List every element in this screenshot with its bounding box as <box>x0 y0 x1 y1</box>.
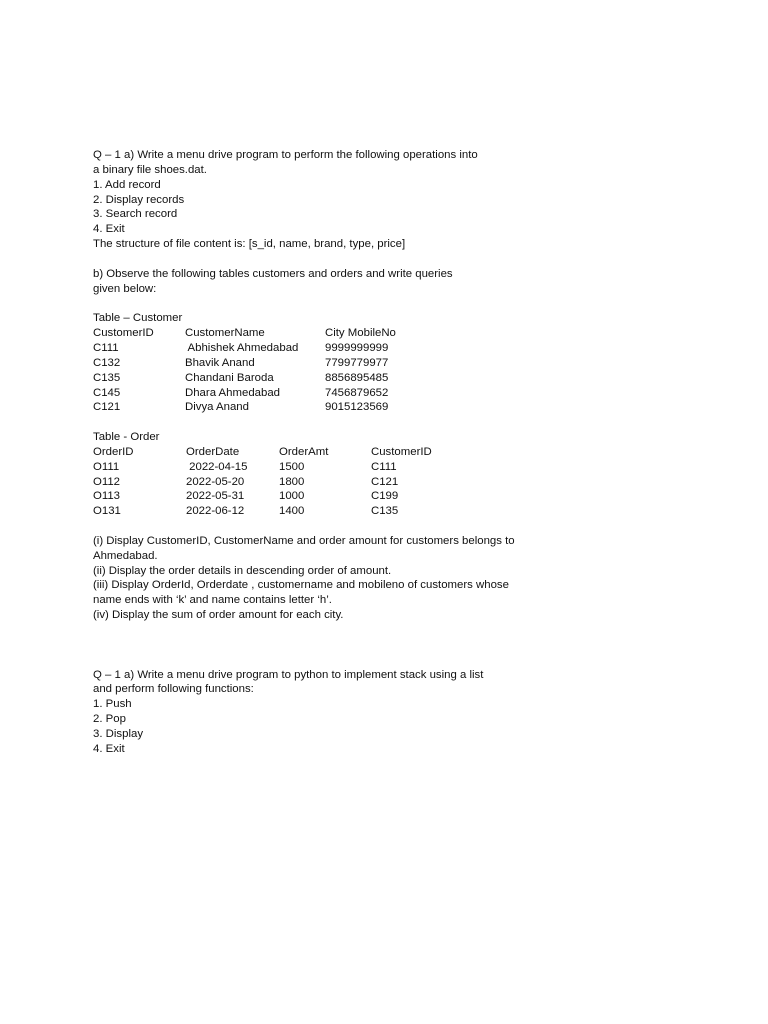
table-cell: 7799779977 <box>325 356 389 369</box>
table-cell: Bhavik Anand <box>185 356 255 369</box>
file-structure-text: The structure of file content is: [s_id, name, brand, type, price] <box>93 238 406 251</box>
table-row <box>93 371 553 386</box>
table-cell: C121 <box>93 401 121 414</box>
menu-item: 3. Search record <box>93 208 178 221</box>
spacer <box>93 415 553 430</box>
question-1 <box>93 148 553 252</box>
menu-item: 1. Push <box>93 698 132 711</box>
table-cell: 1400 <box>279 505 305 518</box>
query-text: (i) Display CustomerID, CustomerName and order amount for customers belongs to <box>93 534 515 547</box>
table-cell: Chandani Baroda <box>185 371 274 384</box>
order-table-title: Table - Order <box>93 431 160 444</box>
table-row <box>93 489 553 504</box>
table-cell: Abhishek Ahmedabad <box>185 341 299 354</box>
question-2 <box>93 668 553 757</box>
table-cell: 2022-06-12 <box>186 505 245 518</box>
table-cell: C199 <box>371 490 399 503</box>
table-cell: C111 <box>371 460 397 473</box>
order-table <box>93 430 553 519</box>
query-text: Ahmedabad. <box>93 549 158 562</box>
spacer <box>93 519 553 534</box>
table-cell: O112 <box>93 475 121 488</box>
query-text: name ends with ‘k’ and name contains letter ‘h’. <box>93 594 332 607</box>
table-cell: O131 <box>93 505 121 518</box>
customer-table-title: Table – Customer <box>93 312 183 325</box>
menu-item: 4. Exit <box>93 742 125 755</box>
spacer <box>93 296 553 311</box>
table-cell: 9999999999 <box>325 341 389 354</box>
table-cell: 1800 <box>279 475 305 488</box>
customer-table <box>93 311 553 415</box>
header-cell: CustomerID <box>93 327 154 340</box>
table-cell: C145 <box>93 386 121 399</box>
table-row <box>93 475 553 490</box>
table-cell: C132 <box>93 356 121 369</box>
table-cell: O111 <box>93 460 120 473</box>
table-cell: C111 <box>93 341 119 354</box>
table-cell: 8856895485 <box>325 371 389 384</box>
table-cell: 7456879652 <box>325 386 389 399</box>
table-cell: Dhara Ahmedabad <box>185 386 280 399</box>
spacer <box>93 252 553 267</box>
query-text: (ii) Display the order details in descending order of amount. <box>93 564 392 577</box>
spacer <box>93 623 553 668</box>
table-cell: 2022-05-31 <box>186 490 245 503</box>
query-text: (iv) Display the sum of order amount for each city. <box>93 609 344 622</box>
header-cell: OrderDate <box>186 445 240 458</box>
table-cell: 9015123569 <box>325 401 389 414</box>
header-cell: CustomerID <box>371 445 432 458</box>
query-text: (iii) Display OrderId, Orderdate , customername and mobileno of customers whose <box>93 579 509 592</box>
table-row <box>93 460 553 475</box>
menu-item: 2. Pop <box>93 713 126 726</box>
question-1-text: Q – 1 a) Write a menu drive program to perform the following operations into <box>93 149 478 161</box>
table-cell: 2022-05-20 <box>186 475 245 488</box>
header-cell: OrderID <box>93 445 134 458</box>
header-cell: City MobileNo <box>325 327 396 340</box>
table-row <box>93 504 553 519</box>
menu-item: 1. Add record <box>93 178 161 191</box>
queries <box>93 534 553 623</box>
menu-item: 4. Exit <box>93 223 125 236</box>
menu-item: 3. Display <box>93 727 144 740</box>
table-cell: 1000 <box>279 490 305 503</box>
table-row <box>93 356 553 371</box>
part-b <box>93 267 553 297</box>
question-1-text: a binary file shoes.dat. <box>93 163 207 176</box>
order-table-header <box>93 445 553 460</box>
table-cell: O113 <box>93 490 121 503</box>
question-2-text: Q – 1 a) Write a menu drive program to python to implement stack using a list <box>93 668 484 681</box>
part-b-text: b) Observe the following tables customers and orders and write queries <box>93 267 453 280</box>
table-row <box>93 386 553 401</box>
header-cell: OrderAmt <box>279 445 329 458</box>
customer-table-header <box>93 326 553 341</box>
table-cell: Divya Anand <box>185 401 249 414</box>
document-page <box>93 148 553 757</box>
part-b-text: given below: <box>93 282 157 295</box>
table-cell: C135 <box>93 371 121 384</box>
table-row <box>93 341 553 356</box>
table-cell: C121 <box>371 475 399 488</box>
header-cell: CustomerName <box>185 327 265 340</box>
table-cell: 2022-04-15 <box>186 460 248 473</box>
question-2-text: and perform following functions: <box>93 683 254 696</box>
menu-item: 2. Display records <box>93 193 185 206</box>
table-cell: 1500 <box>279 460 305 473</box>
table-cell: C135 <box>371 505 399 518</box>
table-row <box>93 400 553 415</box>
